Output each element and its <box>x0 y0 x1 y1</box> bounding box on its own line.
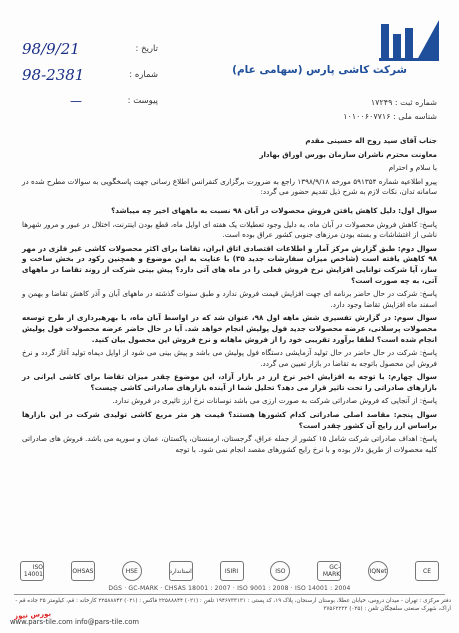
answer-4: پاسخ: از آنجایی که فروش صادراتی شرکت به صورت ارزی می باشد نوسانات نرخ ارز تاثیری در فروش ندارد. <box>112 396 437 406</box>
company-logo <box>232 16 441 88</box>
footer-address: دفتر مرکزی : تهران - میدان دروس، خیابان عطلا، بوستان ارسنجان، پلاک ۱۹، کد پستی : ۱۹۴۶۷۳۳۱۳۱ تلفن : (۰۲۱) ۲۲۵۸۸۸۴۴ فاکس : (۰۲۱) ۲۲۵۸۸۸۴۳ کارخانه : قم، کیلومتر ۲۵ جاده قم - اراک، شهرک صنعتی سلفچگان تلفن : (۰۲۵) ۳۷۵۶۲۲۲۲ <box>15 598 451 612</box>
registration-number: شماره ثبت : ۱۷۲۴۹ <box>370 98 437 107</box>
tile-logo-icon <box>377 16 441 62</box>
greeting: با سلام و احترام <box>388 163 437 173</box>
company-name: شرکت کاشی پارس (سهامی عام) <box>232 64 407 76</box>
bourse-news-watermark: بورس نیوز <box>13 609 52 621</box>
recipient-title: معاونت محترم ناشران سازمان بورس اوراق بهادار <box>259 149 437 159</box>
number-value: 98-2381 <box>22 66 85 84</box>
number-row <box>18 66 158 92</box>
answer-1: پاسخ: کاهش فروش محصولات در آبان ماه، به دلیل وجود تعطیلات یک هفته ای اوایل ماه، قطع بودن اینترنت، اختلال در عبور و مرور شهرها ناشی از اغتشاشات و بسته بودن مرزهای جنوبی کشور عراق بوده است. <box>22 219 437 240</box>
footer-web: www.pars-tile.com info@pars-tile.com <box>10 618 140 626</box>
certification-strip <box>20 560 439 582</box>
footer-divider <box>14 594 445 595</box>
iqnet-icon: IQNet <box>368 561 388 581</box>
national-id: شناسه ملی : ۱۰۱۰۰۶۰۷۷۱۶ <box>343 112 437 121</box>
attachment-label: پیوست : <box>127 96 158 106</box>
gc-mark-icon: GC-MARK <box>317 561 341 581</box>
answer-3: پاسخ: شرکت در حال حاضر در حال تولید آزمایشی دستگاه فول پولیش می باشد و پیش بینی می شود از اوایل دیماه تولید آغاز گردد و نرخ فروش این محصول باتوجه به تقاضا در بازار تعیین می گردد. <box>22 348 437 368</box>
question-2: سوال دوم: طبق گزارش مرکز آمار و اطلاعات اقتصادی اتاق ایران، تقاضا برای اکثر محصولات کاشی غیر فلزی در مهر ۹۸ کاهش یافته است (شاخص میزان سفارشات جدید ۳۵) با عنایت به این موضوع و همچنین رکود در بخش ساخت و ساز، آیا شرکت توانایی افزایش نرخ فروش فعلی را در ماه های آتی دارد؟ پیش بینی شرکت از روند تقاضا در ماههای آتی، به چه صورت است؟ <box>22 243 437 285</box>
ce-mark-icon: CE <box>415 561 439 581</box>
attachment-value: — <box>70 94 82 108</box>
ohsas-icon: OHSAS <box>71 561 95 581</box>
intro-paragraph: پیرو اطلاعیه شماره ۵۹۱۳۵۴ مورخه ۱۳۹۸/۹/۱۸ راجع به ضرورت برگزاری کنفرانس اطلاع رسانی جهت پاسخگویی به سوالات مطرح شده در سامانه تدان، نکات لازم به شرح ذیل تقدیم حضور می گردد: <box>22 176 438 197</box>
iso-icon: ISO <box>270 561 290 581</box>
date-value: 98/9/21 <box>22 40 80 58</box>
standards-line: DGS · GC-MARK · CHSAS 18001 : 2007 · ISO 9001 : 2008 · ISO 14001 : 2004 <box>108 585 351 592</box>
answer-2: پاسخ: شرکت در حال حاضر برنامه ای جهت افزایش قیمت فروش ندارد و طبق سنوات گذشته در ماههای آبان و آذر کاهش تقاضا و بهمن و اسفند ماه افزایش تقاضا وجود دارد. <box>22 289 437 309</box>
recipient-name: جناب آقای سید روح اله حسینی مقدم <box>305 136 437 145</box>
question-1: سوال اول: دلیل کاهش یافتن فروش محصولات در آبان ۹۸ نسبت به ماههای اخیر چه میباشد؟ <box>111 205 437 215</box>
answer-5: پاسخ: اهداف صادراتی شرکت شامل ۱۵ کشور از جمله عراق، گرجستان، ارمنستان، پاکستان، عمان و سوریه می باشد. فروش های صادراتی کلیه محصولات از طریق دلار بوده و با نرخ رایج کشورهای مقصد انجام نمی شود. با توجه <box>22 434 437 454</box>
letter-meta <box>18 40 158 118</box>
iso14001-icon: ISO 14001 <box>20 561 44 581</box>
attachment-row <box>18 92 158 118</box>
letter-body <box>22 136 437 458</box>
standard-icon: استاندارد <box>169 561 193 581</box>
date-label: تاریخ : <box>135 44 158 54</box>
question-3: سوال سوم: در گزارش تفسیری شش ماهه اول ۹۸، عنوان شد که در اواسط آبان ماه، با بهرهبرداری از طرح توسعه محصولات پرسلانی، عرضه محصولات جدید فول پولیش انجام خواهد شد. آیا در حال حاضر عرضه محصولات فول پولیش انجام شده است؟ لطفا برآورد تقریبی خود را از فروش ماهانه و نرخ فروش این محصول بیان کنید. <box>22 313 438 344</box>
question-4: سوال چهارم: با توجه به افزایش اخیر نرخ ارز در بازار آزاد، این موضوع چقدر میزان تقاضا برای کاشی ایرانی در بازارهای صادراتی را تحت تاثیر قرار می دهد؟ تحلیل شما از آینده بازارهای صادراتی کاشی چیست؟ <box>22 372 437 392</box>
question-5: سوال پنجم: مقاصد اصلی صادراتی کدام کشورها هستند؟ قیمت هر متر مربع کاشی تولیدی شرکت در این بازارها براساس ارز رایج آن کشور چقدر است؟ <box>22 410 437 430</box>
number-label: شماره : <box>129 70 158 80</box>
isiri-icon: ISIRI <box>220 561 244 581</box>
date-row <box>18 40 158 66</box>
hse-icon: HSE <box>122 561 142 581</box>
